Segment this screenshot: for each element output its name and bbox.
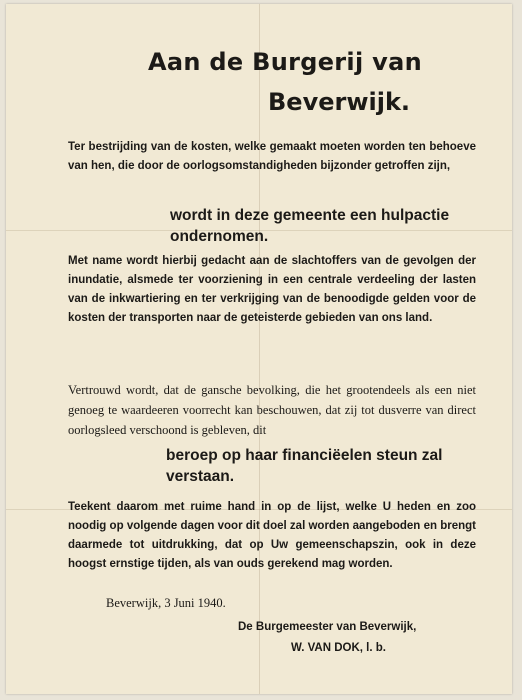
poster-sheet	[6, 4, 512, 694]
poster-title-line1: Aan de Burgerij van	[148, 48, 422, 76]
purpose-paragraph: Met name wordt hierbij gedacht aan de slachtoffers van de gevolgen der inundatie, alsmede ter voorziening in een centrale verdeeling der lasten van de inkwartiering en ter verkrijging van de benoodigde gelden voor de kosten der transporten naar de geteisterde gebieden van ons land.	[68, 255, 476, 324]
fold-line-vertical	[259, 4, 260, 694]
poster-title-line2: Beverwijk.	[268, 88, 411, 116]
emphasis-hulpactie: wordt in deze gemeente een hulpactie ondernomen.	[170, 207, 450, 245]
signature-office: De Burgemeester van Beverwijk,	[238, 621, 417, 633]
intro-paragraph: Ter bestrijding van de kosten, welke gemaakt moeten worden ten behoeve van hen, die door de oorlogsomstandigheden bijzonder getroffen zijn,	[68, 141, 476, 172]
call-to-action-paragraph: Teekent daarom met ruime hand in op de lijst, welke U heden en zoo noodig op volgende dagen voor dit doel zal worden aangeboden en brengt daarmede tot uitdrukking, dat op Uw gemeenschapszin, ook in deze hoogst ernstige tijden, als van ouds gerekend mag worden.	[68, 501, 476, 570]
emphasis-steun: beroep op haar financiëelen steun zal verstaan.	[166, 447, 443, 485]
trust-paragraph: Vertrouwd wordt, dat de gansche bevolking, die het grootendeels als een niet genoeg te waardeeren voorrecht kan beschouwen, dat zij tot dusverre van direct oorlogsleed verschoond is gebleven, dit	[68, 383, 476, 437]
date-line: Beverwijk, 3 Juni 1940.	[106, 596, 226, 610]
signature-name: W. VAN DOK, l. b.	[291, 642, 386, 654]
